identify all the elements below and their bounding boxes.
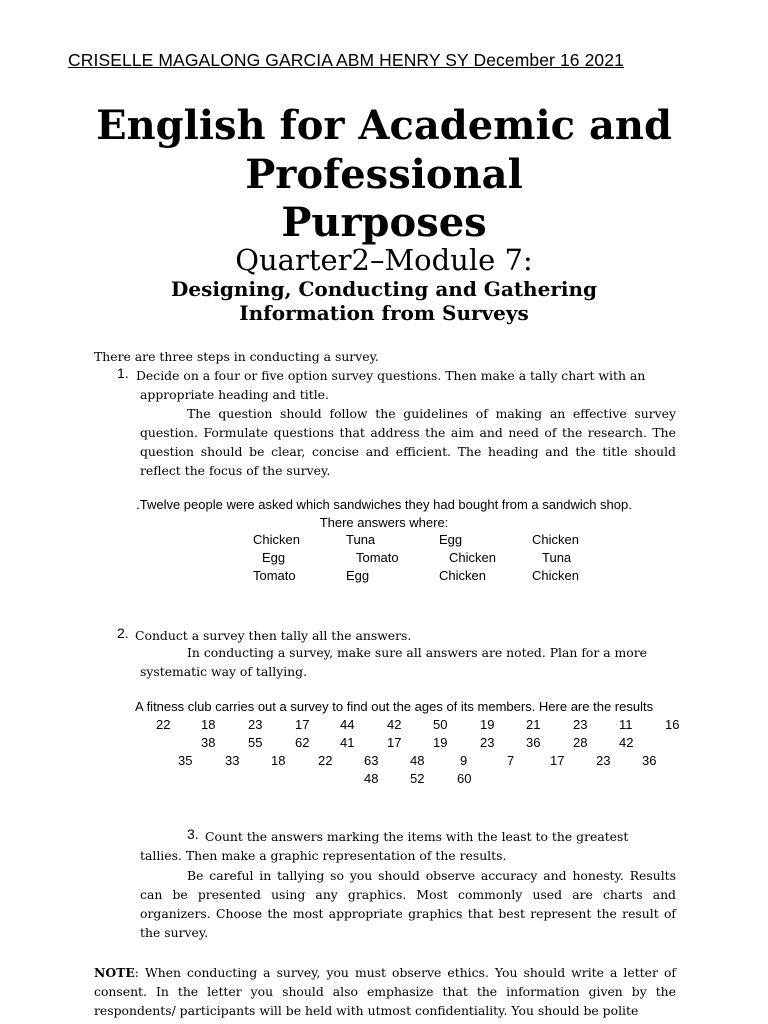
step-2-paragraph-line-1: In conducting a survey, make sure all answers are noted. Plan for a more	[187, 645, 648, 660]
age-value: 21	[526, 717, 541, 732]
step-1-heading-line-2: appropriate heading and title.	[140, 387, 329, 402]
age-value: 18	[201, 717, 216, 732]
sandwich-answer: Tomato	[356, 550, 399, 565]
age-value: 16	[665, 717, 680, 732]
sandwich-answer: Chicken	[532, 568, 579, 583]
age-value: 17	[550, 753, 565, 768]
step-2-number: 2.	[117, 625, 129, 641]
sandwich-answer: Chicken	[532, 532, 579, 547]
sandwich-answer: Egg	[439, 532, 463, 547]
step-1-heading-line-1: Decide on a four or five option survey questions. Then make a tally chart with an	[136, 368, 646, 383]
sandwich-answer: Tomato	[253, 568, 296, 583]
sandwich-answer: Egg	[262, 550, 286, 565]
age-value: 38	[201, 735, 216, 750]
age-value: 48	[364, 771, 379, 786]
age-value: 48	[410, 753, 425, 768]
age-value: 17	[387, 735, 402, 750]
step-3-heading-line-1: Count the answers marking the items with the least to the greatest	[205, 829, 629, 844]
age-value: 22	[318, 753, 333, 768]
age-value: 62	[295, 735, 310, 750]
age-value: 28	[573, 735, 588, 750]
student-header: CRISELLE MAGALONG GARCIA ABM HENRY SY December 16 2021	[68, 50, 624, 70]
age-value: 36	[526, 735, 541, 750]
sandwich-answers-table	[0, 532, 768, 588]
age-value: 55	[248, 735, 263, 750]
sandwich-answer: Egg	[346, 568, 370, 583]
sandwich-answer: Chicken	[449, 550, 496, 565]
age-value: 50	[433, 717, 448, 732]
age-value: 23	[573, 717, 588, 732]
module-heading: Quarter2–Module 7:	[235, 243, 533, 277]
fitness-example-intro: A fitness club carries out a survey to find out the ages of its members. Here are the results	[135, 699, 654, 714]
step-3-heading-line-2: tallies. Then make a graphic representation of the results.	[140, 848, 507, 863]
sandwich-answer: Tuna	[346, 532, 376, 547]
step-3-number: 3.	[187, 826, 199, 842]
age-value: 63	[364, 753, 379, 768]
age-value: 36	[642, 753, 657, 768]
age-value: 7	[507, 753, 515, 768]
age-value: 44	[340, 717, 355, 732]
note-label: NOTE	[94, 965, 135, 980]
title-line-2: Professional	[245, 151, 523, 198]
sandwich-example-answers-label: There answers where:	[319, 515, 449, 530]
age-value: 41	[340, 735, 355, 750]
age-value: 22	[156, 717, 171, 732]
title-line-3: Purposes	[281, 199, 487, 246]
sandwich-answer: Chicken	[439, 568, 486, 583]
step-3-paragraph: Be careful in tallying so you should observe accuracy and honesty. Results can be presented using any graphics. Most commonly used are charts and organizers. Choose the most appropriate graphics that best represent the result of the survey.	[140, 868, 676, 940]
step-1-paragraph: The question should follow the guidelines of making an effective survey question. Formulate questions that address the aim and need of the research. The question should be clear, concise and efficient. The heading and the title should reflect the focus of the survey.	[140, 406, 676, 478]
age-value: 23	[596, 753, 611, 768]
title-line-1: English for Academic and	[96, 102, 672, 149]
intro-text: There are three steps in conducting a survey.	[94, 349, 379, 364]
age-value: 23	[248, 717, 263, 732]
age-value: 42	[387, 717, 402, 732]
age-value: 19	[433, 735, 448, 750]
age-value: 17	[295, 717, 310, 732]
note-text: : When conducting a survey, you must observe ethics. You should write a letter of consent. In the letter you should also emphasize that the information given by the respondents/ participants will be held with utmost confidentiality. You should be polite	[94, 965, 676, 1018]
age-value: 9	[460, 753, 468, 768]
age-value: 42	[619, 735, 634, 750]
subtitle-line-2: Information from Surveys	[239, 301, 529, 325]
step-2-heading: Conduct a survey then tally all the answers.	[135, 628, 412, 643]
step-1-number: 1.	[117, 365, 129, 381]
age-value: 52	[410, 771, 425, 786]
age-value: 11	[619, 717, 633, 732]
age-value: 35	[178, 753, 193, 768]
age-value: 23	[480, 735, 495, 750]
age-value: 19	[480, 717, 495, 732]
ages-table	[0, 717, 768, 789]
sandwich-answer: Chicken	[253, 532, 300, 547]
age-value: 60	[457, 771, 472, 786]
sandwich-example-intro: .Twelve people were asked which sandwiches they had bought from a sandwich shop.	[136, 497, 632, 512]
age-value: 33	[225, 753, 240, 768]
step-2-paragraph-line-2: systematic way of tallying.	[140, 664, 308, 679]
ethics-note	[94, 963, 676, 1020]
subtitle-line-1: Designing, Conducting and Gathering	[171, 277, 597, 301]
sandwich-answer: Tuna	[542, 550, 572, 565]
age-value: 18	[271, 753, 286, 768]
